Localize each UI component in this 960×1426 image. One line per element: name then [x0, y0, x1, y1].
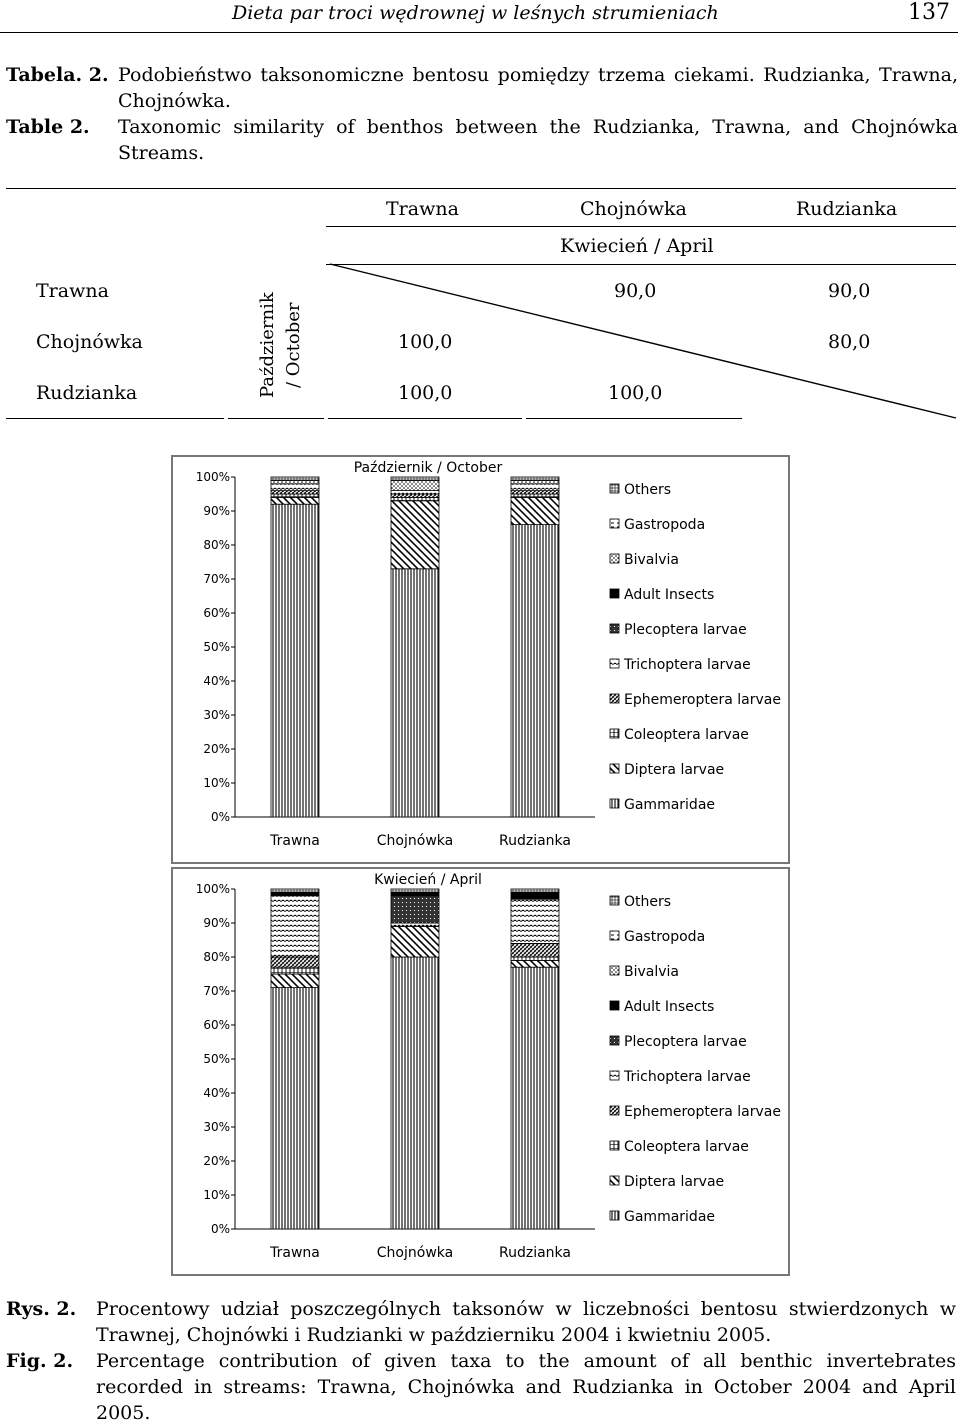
chart-october-svg: [173, 457, 788, 862]
legend-swatch-ephemeroptera-larvae: [610, 694, 619, 703]
y-tick-label: 50%: [203, 640, 230, 654]
legend-label-others: Others: [624, 894, 672, 910]
bar-segment-rudzianka-bivalvia: [511, 480, 559, 483]
bar-segment-chojn-wka-coleoptera-larvae: [391, 497, 439, 500]
bar-segment-trawna-diptera-larvae: [271, 497, 319, 504]
running-header: [0, 0, 960, 32]
table-label-pl: Tabela. 2.: [6, 64, 109, 86]
legend-label-diptera-larvae: Diptera larvae: [624, 762, 725, 778]
bar-segment-rudzianka-others: [511, 477, 559, 480]
bar-segment-chojn-wka-ephemeroptera-larvae: [391, 494, 439, 497]
legend-label-bivalvia: Bivalvia: [624, 552, 680, 568]
october-header-line1: Październik: [257, 292, 278, 398]
y-tick-label: 30%: [203, 1120, 230, 1134]
bar-segment-chojn-wka-others: [391, 477, 439, 480]
legend-label-adult-insects: Adult Insects: [624, 587, 715, 603]
table-caption: [0, 62, 960, 172]
legend-swatch-coleoptera-larvae: [610, 1141, 619, 1150]
chart-april: [171, 867, 790, 1276]
legend-swatch-others: [610, 484, 619, 493]
legend-label-gammaridae: Gammaridae: [624, 797, 716, 813]
table-caption-pl: Podobieństwo taksonomiczne bentosu pomiędzy trzema ciekami. Rudzianka, Trawna, Chojnówka.: [118, 64, 958, 112]
table-diagonal: [0, 180, 960, 425]
figure-caption: [0, 1296, 960, 1424]
y-tick-label: 40%: [203, 674, 230, 688]
running-title: Dieta par troci wędrownej w leśnych strumieniach: [232, 2, 719, 24]
legend-label-trichoptera-larvae: Trichoptera larvae: [624, 657, 751, 673]
bar-segment-trawna-coleoptera-larvae: [271, 967, 319, 974]
bar-segment-trawna-coleoptera-larvae: [271, 494, 319, 497]
table-caption-en: Taxonomic similarity of benthos between the Rudzianka, Trawna, and Chojnówka Streams.: [118, 116, 958, 164]
bar-segment-trawna-others: [271, 889, 319, 892]
y-tick-label: 60%: [203, 1018, 230, 1032]
y-tick-label: 60%: [203, 606, 230, 620]
bar-segment-trawna-trichoptera-larvae: [271, 896, 319, 957]
y-tick-label: 50%: [203, 1052, 230, 1066]
bar-segment-trawna-diptera-larvae: [271, 974, 319, 988]
y-tick-label: 0%: [210, 810, 230, 824]
row-label-chojnowka: Chojnówka: [36, 331, 143, 353]
legend-label-trichoptera-larvae: Trichoptera larvae: [624, 1069, 751, 1085]
similarity-table: [0, 180, 960, 425]
bar-segment-chojn-wka-diptera-larvae: [391, 926, 439, 957]
bar-segment-chojn-wka-gammaridae: [391, 957, 439, 1229]
figure-caption-en: Percentage contribution of given taxa to the amount of all benthic invertebrates recorded in streams: Trawna, Chojnówka and Rudzianka in October 2004 and April 2005.: [96, 1350, 956, 1424]
y-tick-label: 90%: [203, 916, 230, 930]
y-tick-label: 70%: [203, 572, 230, 586]
table-bottom-rule-4: [526, 418, 742, 419]
x-tick-label: Rudzianka: [499, 1245, 571, 1261]
bar-segment-rudzianka-adult-insects: [511, 892, 559, 899]
table-bottom-rule-3: [328, 418, 522, 419]
y-tick-label: 100%: [195, 470, 230, 484]
legend-label-plecoptera-larvae: Plecoptera larvae: [624, 622, 747, 638]
table-label-en: Table 2.: [6, 116, 90, 138]
y-tick-label: 20%: [203, 742, 230, 756]
bar-segment-trawna-adult-insects: [271, 892, 319, 895]
legend-swatch-adult-insects: [610, 589, 619, 598]
y-tick-label: 70%: [203, 984, 230, 998]
legend-swatch-gammaridae: [610, 1211, 619, 1220]
y-tick-label: 0%: [210, 1222, 230, 1236]
cell-trawna-chojnowka: 90,0: [614, 280, 657, 302]
chart-october: [171, 455, 790, 864]
legend-swatch-bivalvia: [610, 966, 619, 975]
legend-label-others: Others: [624, 482, 672, 498]
chart-april-svg: [173, 869, 788, 1274]
figure-caption-pl: Procentowy udział poszczególnych taksonów w liczebności bentosu stwierdzonych w Trawnej, Chojnówki i Rudzianki w październiku 2004 i kwietniu 2005.: [96, 1298, 956, 1346]
legend-label-plecoptera-larvae: Plecoptera larvae: [624, 1034, 747, 1050]
legend-swatch-ephemeroptera-larvae: [610, 1106, 619, 1115]
legend-label-coleoptera-larvae: Coleoptera larvae: [624, 727, 749, 743]
bar-segment-rudzianka-others: [511, 889, 559, 892]
legend-swatch-gammaridae: [610, 799, 619, 808]
bar-segment-trawna-ephemeroptera-larvae: [271, 491, 319, 494]
bar-segment-rudzianka-diptera-larvae: [511, 497, 559, 524]
legend-label-ephemeroptera-larvae: Ephemeroptera larvae: [624, 1104, 781, 1120]
cell-chojnowka-trawna: 100,0: [398, 331, 453, 353]
y-tick-label: 80%: [203, 538, 230, 552]
bar-segment-chojn-wka-adult-insects: [391, 892, 439, 895]
cell-rudzianka-chojnowka: 100,0: [608, 382, 663, 404]
legend-swatch-diptera-larvae: [610, 764, 619, 773]
cell-trawna-rudzianka: 90,0: [828, 280, 871, 302]
y-tick-label: 40%: [203, 1086, 230, 1100]
bar-segment-chojn-wka-diptera-larvae: [391, 501, 439, 569]
figure-label-pl: Rys. 2.: [6, 1298, 77, 1320]
october-header-line2: / October: [283, 302, 304, 388]
y-tick-label: 30%: [203, 708, 230, 722]
legend-swatch-plecoptera-larvae: [610, 1036, 619, 1045]
bar-segment-chojn-wka-trichoptera-larvae: [391, 923, 439, 926]
x-tick-label: Chojnówka: [376, 833, 454, 849]
bar-segment-chojn-wka-plecoptera-larvae: [391, 896, 439, 923]
x-tick-label: Trawna: [270, 1245, 320, 1261]
bar-segment-chojn-wka-trichoptera-larvae: [391, 491, 439, 494]
legend-label-gastropoda: Gastropoda: [624, 929, 706, 945]
x-tick-label: Rudzianka: [499, 833, 571, 849]
figure-label-en: Fig. 2.: [6, 1350, 74, 1372]
legend-swatch-bivalvia: [610, 554, 619, 563]
chart-title: Kwiecień / April: [374, 872, 482, 888]
bar-segment-trawna-ephemeroptera-larvae: [271, 957, 319, 967]
bar-segment-trawna-gammaridae: [271, 504, 319, 817]
header-rule: [0, 32, 958, 33]
legend-label-gastropoda: Gastropoda: [624, 517, 706, 533]
bar-segment-rudzianka-coleoptera-larvae: [511, 957, 559, 960]
legend-swatch-plecoptera-larvae: [610, 624, 619, 633]
legend-swatch-coleoptera-larvae: [610, 729, 619, 738]
legend-label-ephemeroptera-larvae: Ephemeroptera larvae: [624, 692, 781, 708]
legend-label-coleoptera-larvae: Coleoptera larvae: [624, 1139, 749, 1155]
cell-rudzianka-trawna: 100,0: [398, 382, 453, 404]
bar-segment-rudzianka-ephemeroptera-larvae: [511, 943, 559, 957]
table-bottom-rule-2: [228, 418, 324, 419]
legend-label-diptera-larvae: Diptera larvae: [624, 1174, 725, 1190]
row-label-trawna: Trawna: [36, 280, 109, 302]
bar-segment-chojn-wka-bivalvia: [391, 480, 439, 490]
april-header: Kwiecień / April: [560, 235, 714, 257]
bar-segment-rudzianka-trichoptera-larvae: [511, 899, 559, 943]
cell-chojnowka-rudzianka: 80,0: [828, 331, 871, 353]
table-bottom-rule: [6, 418, 224, 419]
x-tick-label: Chojnówka: [376, 1245, 454, 1261]
y-tick-label: 10%: [203, 776, 230, 790]
legend-label-bivalvia: Bivalvia: [624, 964, 680, 980]
legend-swatch-gastropoda: [610, 519, 619, 528]
legend-swatch-trichoptera-larvae: [610, 659, 619, 668]
y-tick-label: 100%: [195, 882, 230, 896]
bar-segment-trawna-others: [271, 477, 319, 480]
bar-segment-rudzianka-gammaridae: [511, 525, 559, 817]
bar-segment-rudzianka-trichoptera-larvae: [511, 484, 559, 491]
legend-swatch-others: [610, 896, 619, 905]
y-tick-label: 20%: [203, 1154, 230, 1168]
col-header-chojnowka: Chojnówka: [580, 198, 687, 220]
bar-segment-rudzianka-diptera-larvae: [511, 960, 559, 967]
bar-segment-trawna-trichoptera-larvae: [271, 484, 319, 491]
legend-label-adult-insects: Adult Insects: [624, 999, 715, 1015]
row-label-rudzianka: Rudzianka: [36, 382, 138, 404]
bar-segment-rudzianka-gammaridae: [511, 967, 559, 1229]
bar-segment-chojn-wka-others: [391, 889, 439, 892]
bar-segment-trawna-bivalvia: [271, 480, 319, 483]
legend-label-gammaridae: Gammaridae: [624, 1209, 716, 1225]
bar-segment-rudzianka-ephemeroptera-larvae: [511, 491, 559, 494]
legend-swatch-diptera-larvae: [610, 1176, 619, 1185]
bar-segment-trawna-gammaridae: [271, 988, 319, 1229]
y-tick-label: 90%: [203, 504, 230, 518]
legend-swatch-adult-insects: [610, 1001, 619, 1010]
bar-segment-chojn-wka-gammaridae: [391, 569, 439, 817]
legend-swatch-gastropoda: [610, 931, 619, 940]
page-number: 137: [908, 0, 950, 25]
bar-segment-rudzianka-coleoptera-larvae: [511, 494, 559, 497]
legend-swatch-trichoptera-larvae: [610, 1071, 619, 1080]
y-tick-label: 10%: [203, 1188, 230, 1202]
y-tick-label: 80%: [203, 950, 230, 964]
col-header-rudzianka: Rudzianka: [796, 198, 898, 220]
col-header-trawna: Trawna: [386, 198, 459, 220]
chart-title: Październik / October: [353, 460, 503, 476]
x-tick-label: Trawna: [270, 833, 320, 849]
